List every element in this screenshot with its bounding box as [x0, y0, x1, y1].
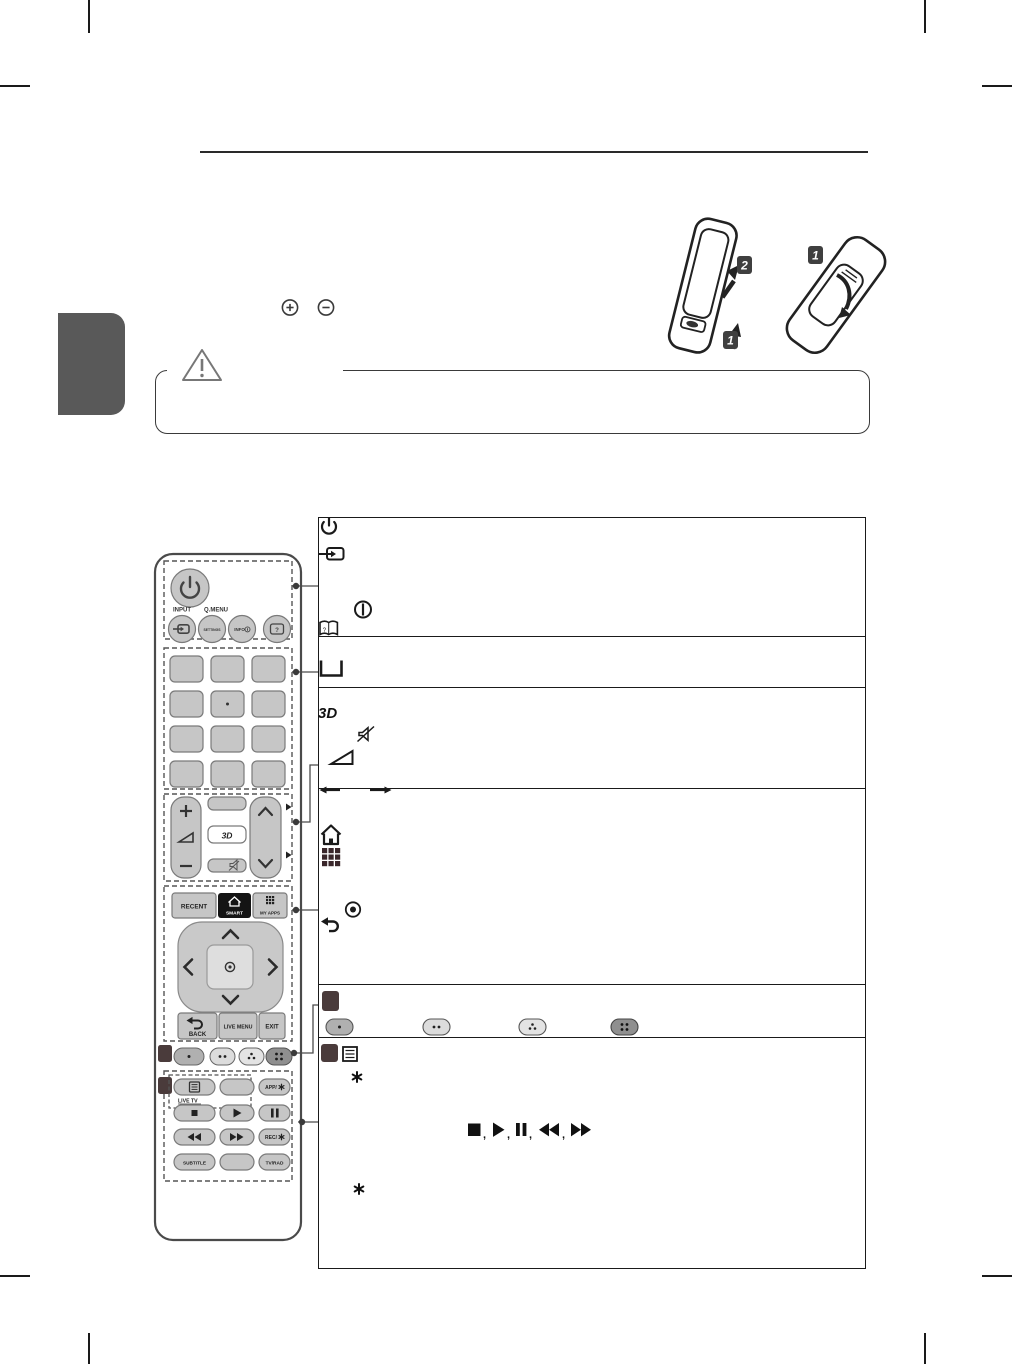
crop-mark	[0, 1275, 30, 1277]
stop-button	[174, 1105, 215, 1121]
crop-mark	[924, 0, 926, 33]
settings-label: SETTINGS	[203, 627, 221, 632]
separator: ,	[483, 1129, 487, 1141]
channel-rocker	[250, 797, 281, 878]
qmenu-label: Q.MENU	[204, 607, 228, 614]
blank-button	[220, 1154, 254, 1170]
crop-mark	[982, 85, 1012, 87]
separator: ,	[529, 1129, 533, 1141]
nav-pad	[178, 922, 283, 1012]
mute-icon	[358, 727, 375, 742]
asterisk-icon	[353, 1072, 362, 1082]
number-button	[170, 656, 203, 682]
input-button	[169, 616, 196, 643]
tv-rad-label: TV/RAD	[265, 1161, 284, 1167]
stop-icon	[468, 1124, 481, 1137]
color-buttons-row	[174, 1048, 292, 1065]
playback-control-icons	[468, 1123, 591, 1142]
number-button	[211, 656, 244, 682]
tv-rad-button	[259, 1154, 290, 1170]
user-guide-icon	[320, 621, 337, 634]
my-apps-grid-icon	[322, 848, 340, 866]
guide-question-mark: ?	[322, 628, 327, 634]
subtitle-button	[174, 1154, 215, 1170]
energy-saving-icon	[355, 602, 371, 618]
number-button	[252, 691, 285, 717]
fast-forward-button	[220, 1129, 254, 1145]
volume-rocker	[171, 797, 201, 878]
number-button	[252, 656, 285, 682]
color-pill-4	[611, 1019, 638, 1035]
live-tv-label: LIVE TV	[178, 1098, 198, 1105]
number-5-dot	[226, 703, 229, 706]
fav-button	[208, 797, 246, 810]
pause-icon	[516, 1123, 526, 1136]
page-arrow-left-icon	[320, 787, 341, 794]
power-button	[171, 569, 209, 607]
play-button	[220, 1105, 254, 1121]
asterisk-icon	[355, 1184, 364, 1194]
color-pill-2	[210, 1048, 235, 1065]
remote-back-open-illustration	[666, 216, 752, 355]
text-button	[174, 1079, 215, 1095]
3d-icon: 3D	[318, 705, 338, 722]
marker-1-square	[158, 1045, 172, 1062]
remote-back-cover-illustration	[781, 231, 891, 358]
guide-question-label: ?	[275, 627, 279, 634]
settings-button	[199, 616, 226, 643]
battery-install-illustration	[640, 213, 902, 371]
apps-grid-icon	[266, 896, 274, 904]
header-rule	[200, 151, 868, 153]
back-button	[178, 1013, 217, 1039]
crop-mark	[924, 1333, 926, 1364]
info-label: INFO	[234, 627, 245, 632]
topt-button	[220, 1079, 254, 1095]
input-icon	[318, 548, 344, 560]
subtitle-label: SUBTITLE	[183, 1160, 206, 1166]
recent-button	[172, 893, 216, 918]
recent-label: RECENT	[180, 903, 208, 911]
color-pill-2	[423, 1019, 450, 1035]
volume-icon	[331, 751, 353, 764]
color-pill-3	[239, 1048, 264, 1065]
separator: ,	[507, 1129, 511, 1141]
3d-label: 3D	[221, 830, 233, 841]
smart-home-button	[218, 893, 251, 918]
smart-label: SMART	[225, 911, 244, 917]
callout-lines	[283, 550, 323, 1140]
my-apps-button	[253, 893, 287, 918]
input-label: INPUT	[173, 607, 191, 614]
number-button	[252, 761, 285, 787]
crop-mark	[88, 1333, 90, 1364]
exit-label: EXIT	[265, 1024, 279, 1031]
step-tag-label: 2	[741, 258, 748, 273]
minus-circle-icon	[318, 300, 333, 315]
number-button	[211, 761, 244, 787]
number-button	[211, 726, 244, 752]
3d-button	[208, 826, 246, 843]
mute-button	[208, 859, 246, 872]
number-button	[170, 761, 203, 787]
step-tag-label: 1	[727, 333, 734, 348]
my-apps-label: MY APPS	[259, 910, 281, 916]
info-button	[229, 616, 256, 643]
caution-box	[155, 370, 870, 434]
live-menu-label: LIVE MENU	[223, 1024, 253, 1031]
back-arrow-icon	[321, 917, 338, 931]
crop-mark	[0, 85, 30, 87]
page-arrow-right-icon	[370, 787, 392, 794]
play-icon	[493, 1123, 505, 1137]
rewind-icon	[539, 1123, 559, 1136]
number-button	[170, 691, 203, 717]
color-pill-3	[519, 1019, 546, 1035]
app-label: APP/	[265, 1085, 277, 1091]
table-icons	[318, 517, 867, 1269]
home-icon	[322, 826, 341, 845]
live-menu-button	[219, 1013, 257, 1039]
crop-mark	[88, 0, 90, 33]
stop-icon	[192, 1110, 198, 1116]
crop-mark	[982, 1275, 1012, 1277]
warning-triangle-icon	[180, 347, 224, 384]
marker-2-square	[321, 1044, 338, 1062]
rewind-button	[174, 1129, 215, 1145]
separator: ,	[562, 1129, 566, 1141]
battery-polarity-icons	[280, 297, 338, 319]
back-label: BACK	[188, 1032, 207, 1038]
step-tag-label: 1	[812, 248, 819, 263]
number-button	[252, 726, 285, 752]
marker-1-square	[322, 991, 339, 1011]
teletext-icon	[343, 1047, 357, 1061]
record-icon	[346, 902, 360, 916]
color-pill-1	[326, 1019, 353, 1035]
exit-button	[259, 1013, 285, 1039]
plus-circle-icon	[282, 300, 297, 315]
section-tab	[58, 313, 125, 415]
fast-forward-icon	[571, 1123, 591, 1136]
marker-2-square	[158, 1077, 172, 1094]
power-icon	[322, 518, 336, 534]
number-button	[170, 726, 203, 752]
aspect-ratio-icon	[321, 661, 342, 676]
rec-label: REC/	[265, 1135, 277, 1141]
